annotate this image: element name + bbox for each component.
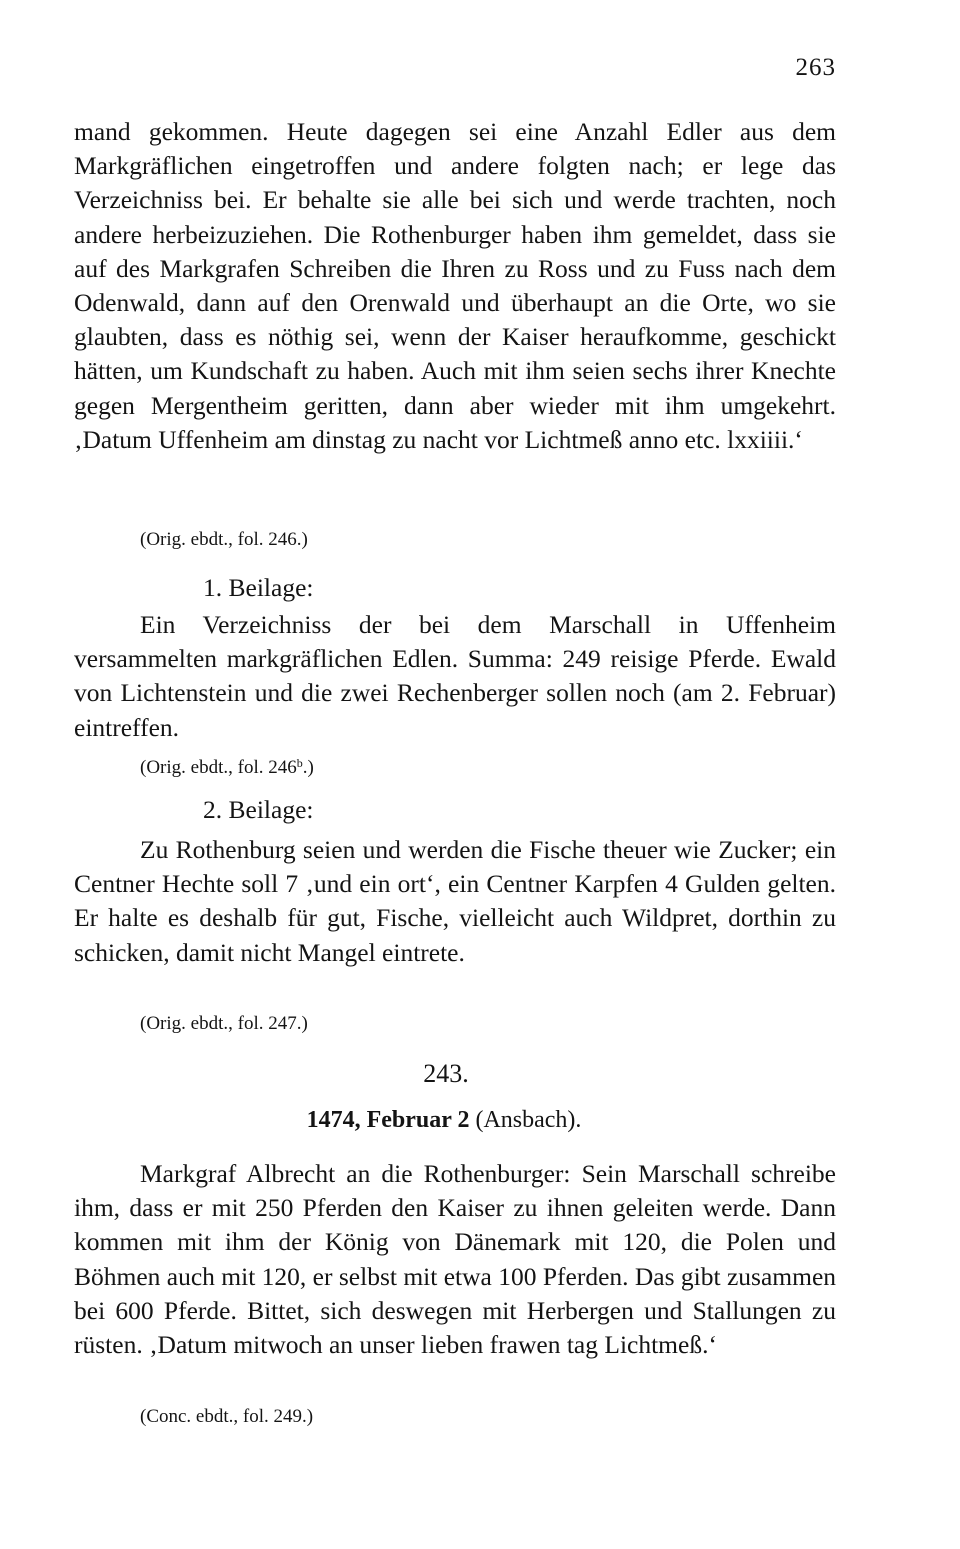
continuation-source: (Orig. ebdt., fol. 246.) [140, 529, 308, 550]
document-place: (Ansbach). [475, 1107, 582, 1133]
continuation-paragraph: mand gekommen. Heute dagegen sei eine Anzahl Edler aus dem Markgräflichen eingetroffen und andere folgten nach; er lege das Verzeichniss bei. Er behalte sie alle bei sich und werde trachten, noch andere herbeizuziehen. Die Rothenburger haben ihm gemeldet, dass sie auf des Markgrafen Schreiben die Ihren zu Ross und zu Fuss nach dem Odenwald, dann auf den Orenwald und überhaupt an die Orte, wo sie glaubten, dass es nöthig sei, wenn der Kaiser heraufkomme, geschickt hätten, um Kundschaft zu haben. Auch mit ihm seien sechs ihrer Knechte gegen Mergentheim geritten, dann aber wieder mit ihm umgekehrt. ‚Datum Uffenheim am dinstag zu nacht vor Lichtmeß anno etc. lxxiiii.‘ [74, 117, 836, 454]
document-date: 1474, Februar 2 [306, 1107, 470, 1133]
document-243-source: (Conc. ebdt., fol. 249.) [140, 1406, 314, 1427]
beilage-1-text: Ein Verzeichniss der bei dem Marschall in Uffenheim versammelten markgräflichen Edlen. Summa: 249 reisige Pferde. Ewald von Lichtenstein und die zwei Rechenberger sollen noch (am 2. Februar) eintreffen. [74, 610, 836, 742]
page-number: 263 [795, 54, 836, 81]
beilage-1-source: (Orig. ebdt., fol. 246$^b$.) [140, 756, 314, 778]
beilage-2-source: (Orig. ebdt., fol. 247.) [140, 1013, 308, 1034]
document-243-text: Markgraf Albrecht an die Rothenburger: Sein Marschall schreibe ihm, dass er mit 250 Pferden den Kaiser zu ihnen geleiten werde. Dann kommen mit ihm der König von Dänemark mit 120, die Polen und Böhmen auch mit 120, er selbst mit etwa 100 Pferden. Das gibt zusammen bei 600 Pferde. Bittet, sich deswegen mit Herbergen und Stallungen zu rüsten. ‚Datum mitwoch an unser lieben frawen tag Lichtmeß.‘ [74, 1159, 837, 1360]
document-date-heading [0, 1104, 888, 1136]
beilage-2-text: Zu Rothenburg seien und werden die Fische theuer wie Zucker; ein Centner Hechte soll 7 ‚und ein ort‘, ein Centner Karpfen 4 Gulden gelten. Er halte es deshalb für gut, Fische, vielleicht auch Wildpret, dorthin zu schicken, damit nicht Mangel eintrete. [74, 835, 836, 967]
beilage-2-heading: 2. Beilage: [203, 795, 314, 824]
beilage-1-heading: 1. Beilage: [203, 573, 314, 602]
document-number: 243. [423, 1059, 469, 1088]
